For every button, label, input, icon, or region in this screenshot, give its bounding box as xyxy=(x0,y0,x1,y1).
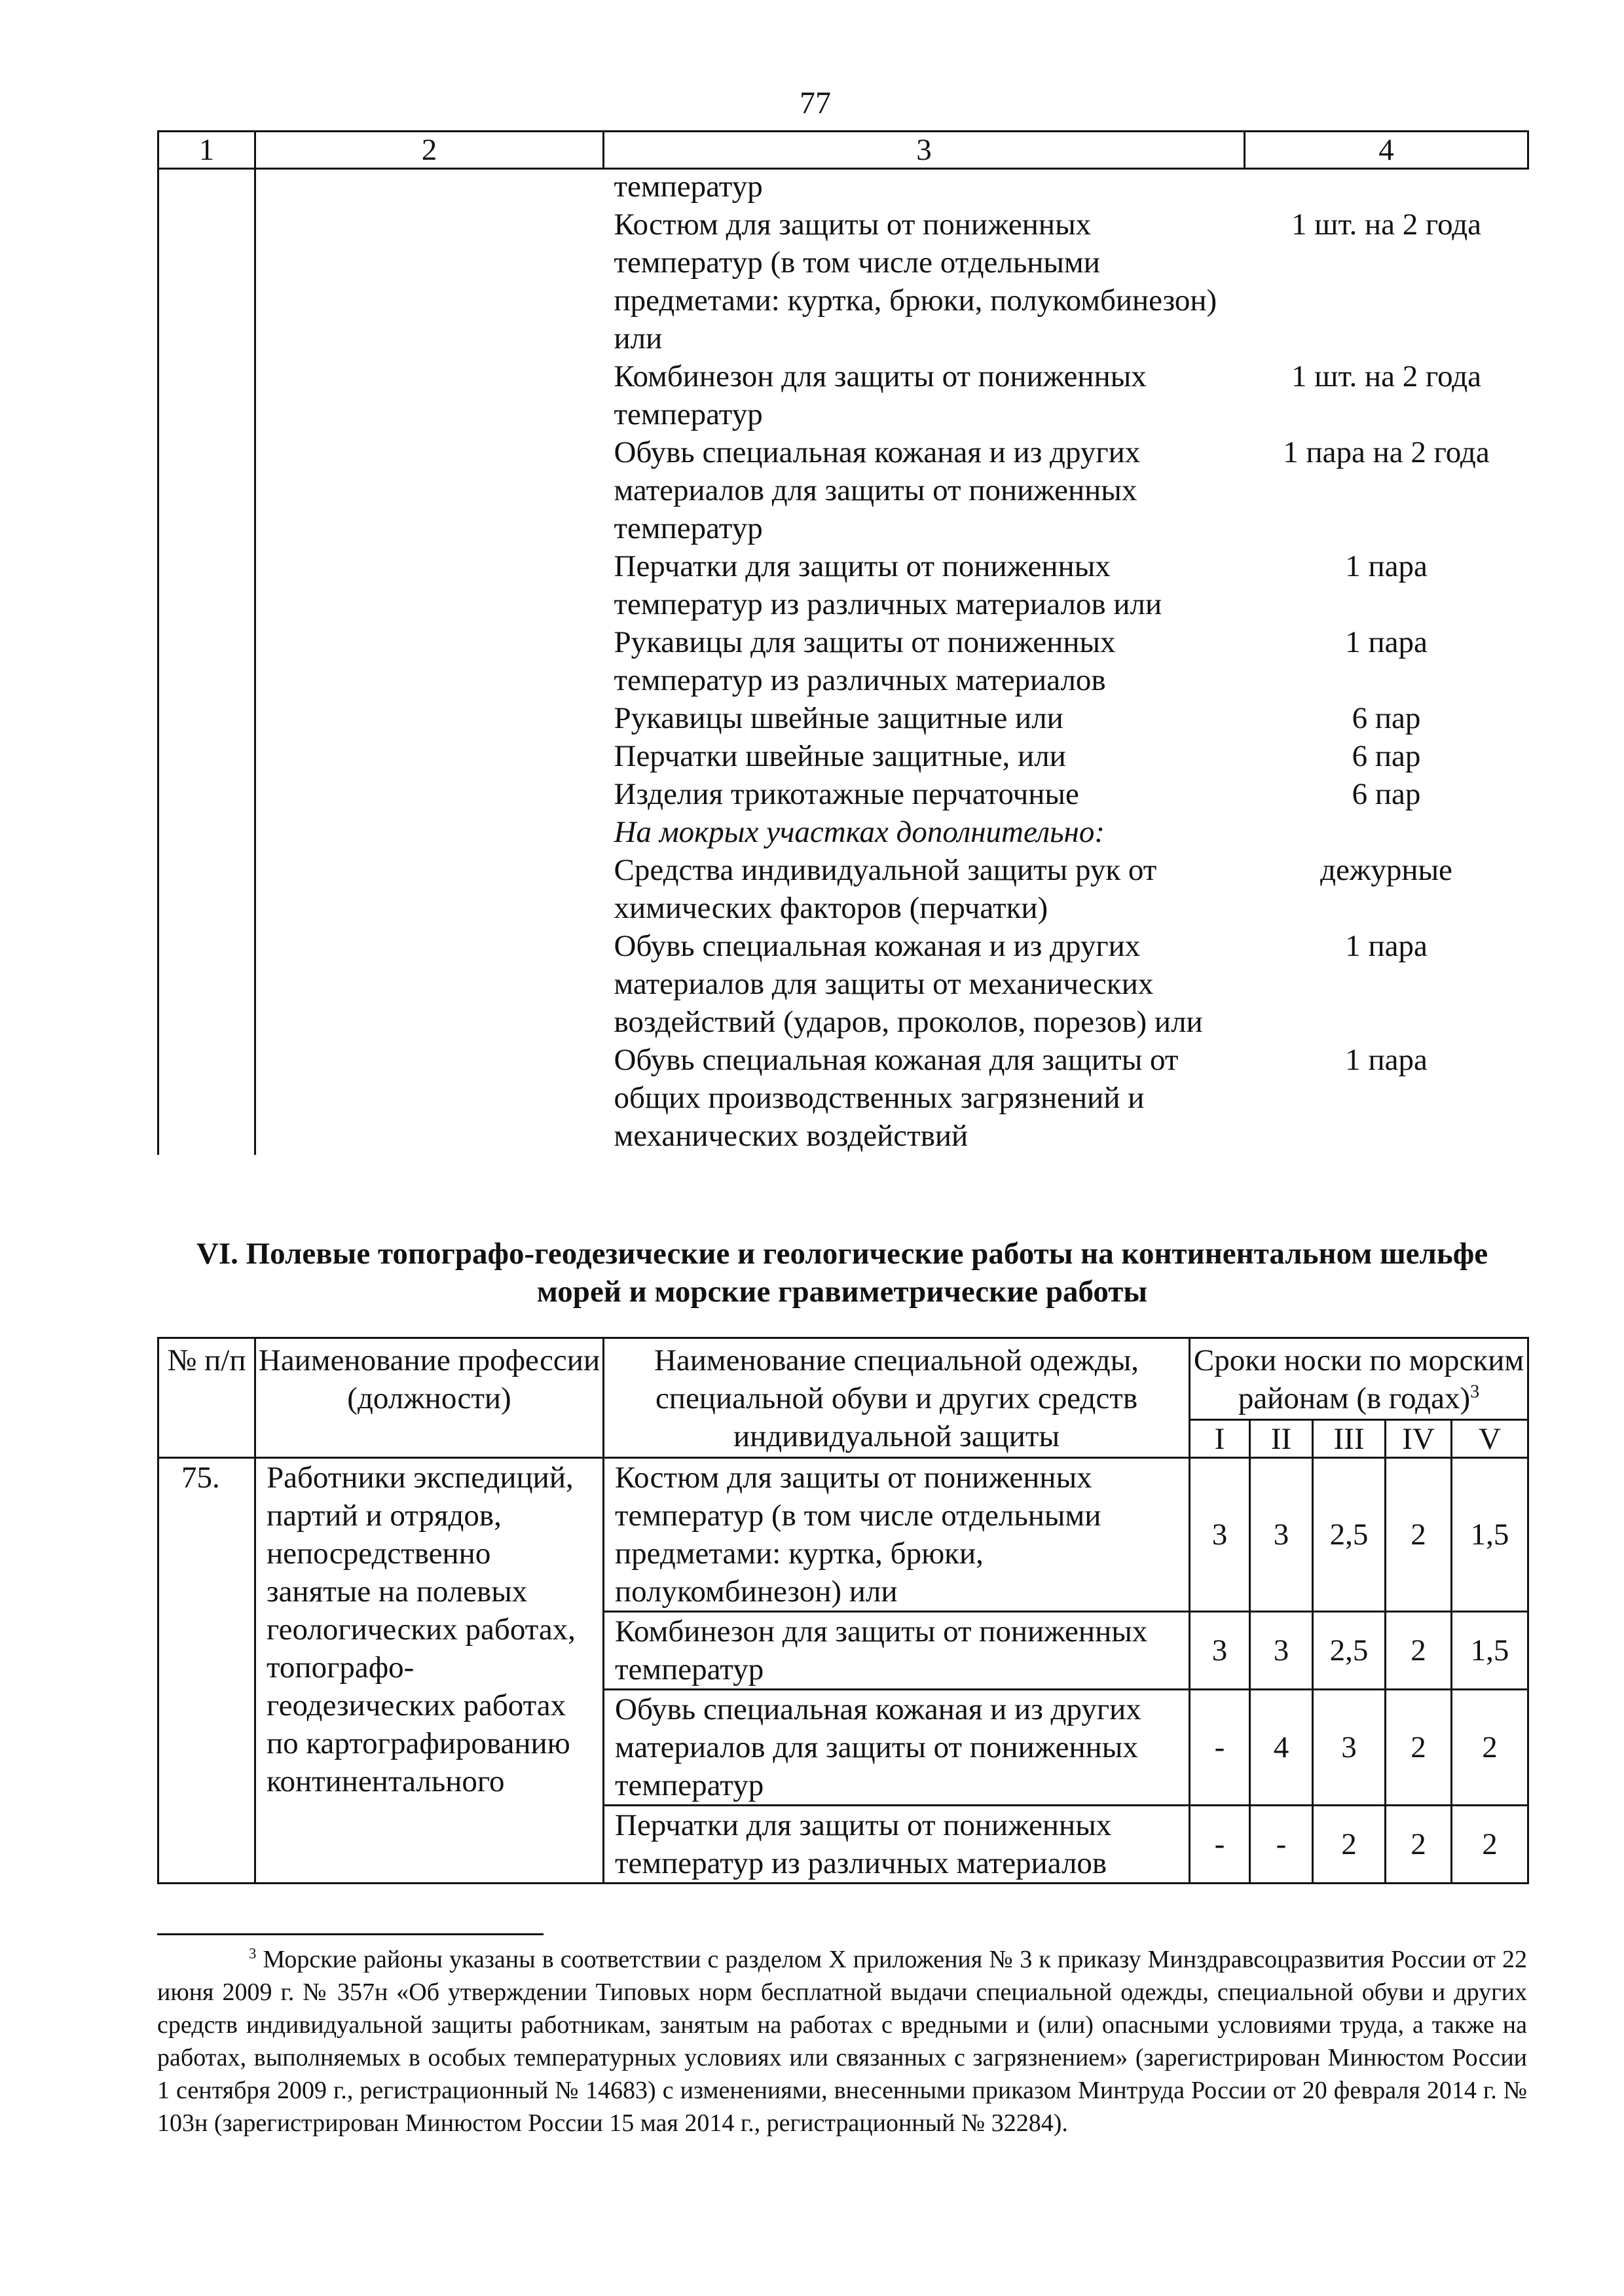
item-name: Изделия трикотажные перчаточные xyxy=(614,777,1079,811)
issue-norm xyxy=(1245,168,1528,206)
header-items: Наименование специальной одежды, специальной обуви и других средств индивидуальной защиты xyxy=(604,1338,1190,1458)
footnote-ref: 3 xyxy=(1470,1381,1480,1402)
empty-number-cell xyxy=(158,851,255,927)
continuation-row xyxy=(158,357,1528,433)
header-terms xyxy=(1190,1338,1528,1420)
term-value: 2 xyxy=(1386,1612,1452,1690)
empty-profession-cell xyxy=(255,433,604,547)
continuation-row xyxy=(158,1041,1528,1155)
item-name: Комбинезон для защиты от пониженных температур xyxy=(604,1612,1190,1690)
continuation-table xyxy=(157,168,1529,1155)
empty-number-cell xyxy=(158,206,255,357)
item-name: Обувь специальная кожаная и из других материалов для защиты от механических воздействий (ударов, проколов, порезов) или xyxy=(614,929,1203,1039)
header-terms-text: Сроки носки по морским районам (в годах) xyxy=(1193,1343,1524,1415)
empty-profession-cell xyxy=(255,623,604,699)
empty-profession-cell xyxy=(255,775,604,813)
continuation-row xyxy=(158,851,1528,927)
empty-profession-cell xyxy=(255,813,604,851)
issue-norm: 1 пара xyxy=(1345,929,1428,963)
empty-number-cell xyxy=(158,357,255,433)
term-value: 2,5 xyxy=(1313,1458,1386,1612)
issue-norm: 1 пара xyxy=(1345,549,1428,583)
issue-norm: 1 пара xyxy=(1345,1043,1428,1077)
empty-profession-cell xyxy=(255,699,604,737)
empty-profession-cell xyxy=(255,927,604,1041)
row-number: 75. xyxy=(158,1458,255,1884)
empty-number-cell xyxy=(158,1041,255,1155)
item-name: температур xyxy=(614,170,763,204)
term-value: 3 xyxy=(1313,1690,1386,1806)
empty-number-cell xyxy=(158,433,255,547)
footnote xyxy=(157,1943,1527,2140)
profession-cell: Работники экспедиций, партий и отрядов, непосредственно занятые на полевых геологических работах, топографо-геодезических работах по картографированию континентального xyxy=(255,1458,604,1884)
header-number: № п/п xyxy=(158,1338,255,1458)
term-value: 2 xyxy=(1452,1806,1528,1884)
column-number-header xyxy=(157,130,1529,170)
issue-norm: 6 пар xyxy=(1352,739,1421,773)
column-number: 1 xyxy=(158,132,255,169)
item-name: Перчатки для защиты от пониженных температур из различных материалов или xyxy=(614,549,1162,621)
issue-norm: дежурные xyxy=(1320,853,1452,887)
continuation-row xyxy=(158,813,1528,851)
empty-profession-cell xyxy=(255,168,604,206)
term-value: 3 xyxy=(1190,1612,1250,1690)
term-value: 3 xyxy=(1250,1612,1313,1690)
issue-norm: 1 пара xyxy=(1345,625,1428,659)
item-name: Рукавицы для защиты от пониженных температур из различных материалов xyxy=(614,625,1116,697)
term-value: 2 xyxy=(1386,1458,1452,1612)
term-value: 1,5 xyxy=(1452,1612,1528,1690)
term-value: - xyxy=(1190,1690,1250,1806)
term-value: 3 xyxy=(1190,1458,1250,1612)
item-name: Костюм для защиты от пониженных температур (в том числе отдельными предметами: куртка, брюки, полукомбинезон) или xyxy=(614,208,1217,355)
issue-norm: 6 пар xyxy=(1352,777,1421,811)
empty-profession-cell xyxy=(255,547,604,623)
continuation-row xyxy=(158,433,1528,547)
region-header: I xyxy=(1190,1420,1250,1458)
term-value: 2 xyxy=(1386,1690,1452,1806)
term-value: 3 xyxy=(1250,1458,1313,1612)
term-value: 2 xyxy=(1452,1690,1528,1806)
footnote-mark: 3 xyxy=(249,1945,257,1962)
issue-norm: 1 шт. на 2 года xyxy=(1291,359,1481,393)
term-value: 2 xyxy=(1313,1806,1386,1884)
region-header: III xyxy=(1313,1420,1386,1458)
column-number: 4 xyxy=(1245,132,1528,169)
column-number: 2 xyxy=(255,132,604,169)
footnote-indent xyxy=(157,1946,249,1973)
empty-number-cell xyxy=(158,699,255,737)
continuation-row xyxy=(158,623,1528,699)
empty-number-cell xyxy=(158,168,255,206)
continuation-row xyxy=(158,699,1528,737)
empty-profession-cell xyxy=(255,357,604,433)
continuation-row xyxy=(158,206,1528,357)
empty-number-cell xyxy=(158,547,255,623)
column-number: 3 xyxy=(604,132,1245,169)
section-six-table xyxy=(157,1337,1529,1884)
empty-profession-cell xyxy=(255,851,604,927)
term-value: 4 xyxy=(1250,1690,1313,1806)
issue-norm: 1 пара на 2 года xyxy=(1283,435,1490,469)
empty-number-cell xyxy=(158,775,255,813)
empty-profession-cell xyxy=(255,737,604,775)
issue-norm xyxy=(1245,813,1528,851)
continuation-row xyxy=(158,547,1528,623)
continuation-row xyxy=(158,927,1528,1041)
term-value: 1,5 xyxy=(1452,1458,1528,1612)
empty-profession-cell xyxy=(255,1041,604,1155)
issue-norm: 6 пар xyxy=(1352,701,1421,735)
issue-norm: 1 шт. на 2 года xyxy=(1291,208,1481,242)
item-name: Рукавицы швейные защитные или xyxy=(614,701,1063,735)
item-name: Костюм для защиты от пониженных температур (в том числе отдельными предметами: куртка, брюки, полукомбинезон) или xyxy=(604,1458,1190,1612)
section-title: VI. Полевые топографо-геодезические и геологические работы на континентальном шельфе морей и морские гравиметрические работы xyxy=(196,1237,1488,1309)
item-name: Обувь специальная кожаная и из других материалов для защиты от пониженных температур xyxy=(604,1690,1190,1806)
empty-profession-cell xyxy=(255,206,604,357)
term-value: - xyxy=(1190,1806,1250,1884)
continuation-row xyxy=(158,775,1528,813)
empty-number-cell xyxy=(158,623,255,699)
empty-number-cell xyxy=(158,737,255,775)
footnote-text: Морские районы указаны в соответствии с разделом X приложения № 3 к приказу Минздравсоцразвития России от 22 июня 2009 г. № 357н «Об утверждении Типовых норм бесплатной выдачи специальной одежды, специальной обуви и других средств индивидуальной защиты работникам, занятым на работах с вредными и (или) опасными условиями труда, а также на работах, выполняемых в особых температурных условиях или связанных с загрязнением» (зарегистрирован Минюстом России 1 сентября 2009 г., регистрационный № 14683) с изменениями, внесенными приказом Минтруда России от 20 февраля 2014 г. № 103н (зарегистрирован Минюстом России 15 мая 2014 г., регистрационный № 32284). xyxy=(157,1946,1527,2137)
item-name: Перчатки для защиты от пониженных температур из различных материалов xyxy=(604,1806,1190,1884)
continuation-row xyxy=(158,737,1528,775)
footnote-separator xyxy=(157,1933,544,1935)
term-value: - xyxy=(1250,1806,1313,1884)
term-value: 2,5 xyxy=(1313,1612,1386,1690)
item-name: Средства индивидуальной защиты рук от химических факторов (перчатки) xyxy=(614,853,1157,925)
page-number: 77 xyxy=(800,86,831,120)
region-header: II xyxy=(1250,1420,1313,1458)
item-name: Обувь специальная кожаная и из других материалов для защиты от пониженных температур xyxy=(614,435,1141,545)
term-value: 2 xyxy=(1386,1806,1452,1884)
header-profession: Наименование профессии (должности) xyxy=(255,1338,604,1458)
item-name: На мокрых участках дополнительно: xyxy=(614,815,1105,849)
empty-number-cell xyxy=(158,813,255,851)
item-name: Комбинезон для защиты от пониженных температур xyxy=(614,359,1147,431)
region-header: V xyxy=(1452,1420,1528,1458)
item-name: Перчатки швейные защитные, или xyxy=(614,739,1066,773)
continuation-row xyxy=(158,168,1528,206)
empty-number-cell xyxy=(158,927,255,1041)
region-header: IV xyxy=(1386,1420,1452,1458)
item-name: Обувь специальная кожаная для защиты от общих производственных загрязнений и механических воздействий xyxy=(614,1043,1179,1153)
